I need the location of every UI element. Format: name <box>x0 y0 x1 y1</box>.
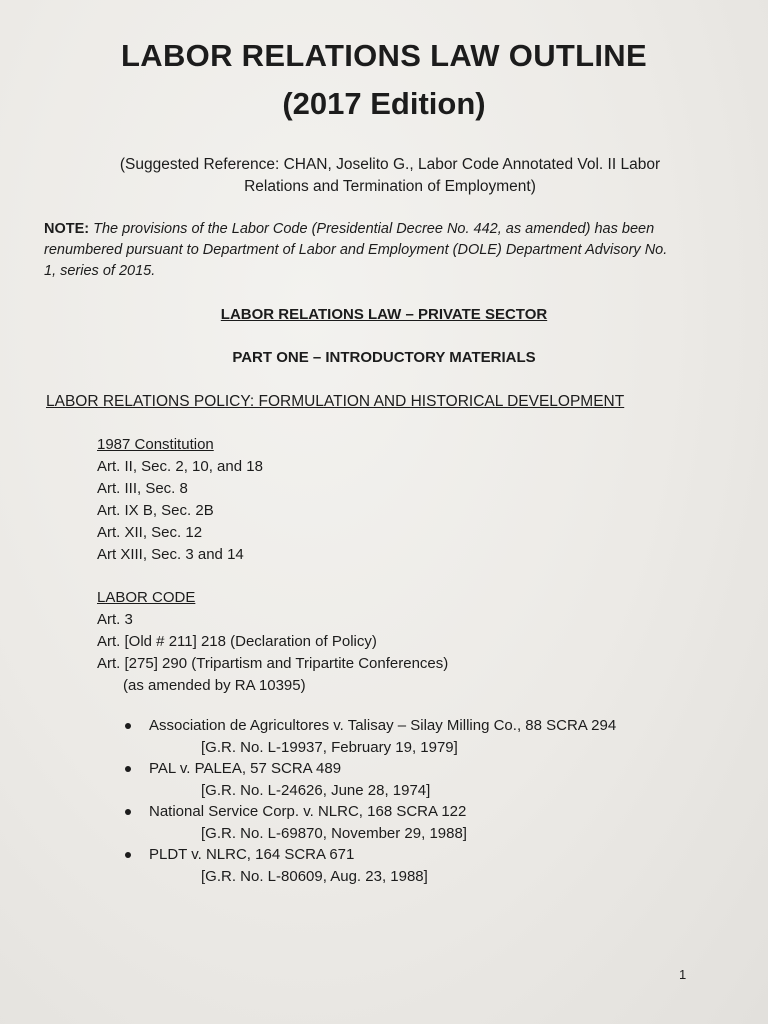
labor-code-title: LABOR CODE <box>97 589 196 606</box>
page-number: 1 <box>679 967 687 982</box>
document-edition: (2017 Edition) <box>282 86 486 121</box>
case-list <box>125 715 616 887</box>
constitution-item: Art. IX B, Sec. 2B <box>97 502 214 519</box>
constitution-title: 1987 Constitution <box>97 436 214 453</box>
case-name: PAL v. PALEA, 57 SCRA 489 <box>149 760 342 777</box>
labor-code-section <box>97 587 448 697</box>
note-line-1 <box>44 219 714 240</box>
amended-note: (as amended by RA 10395) <box>123 677 306 694</box>
labor-code-item: Art. [Old # 211] 218 (Declaration of Policy) <box>97 633 377 650</box>
case-item <box>125 715 616 758</box>
labor-code-item: Art. 3 <box>97 611 133 628</box>
case-citation: [G.R. No. L-24626, June 28, 1974] <box>201 781 431 799</box>
case-name: Association de Agricultores v. Talisay – Silay Milling Co., 88 SCRA 294 <box>149 717 617 734</box>
constitution-item: Art. III, Sec. 8 <box>97 480 188 497</box>
bullet-icon <box>125 766 131 772</box>
constitution-section <box>97 434 263 566</box>
note-label: NOTE: <box>44 221 90 237</box>
part-one-heading: PART ONE – INTRODUCTORY MATERIALS <box>232 349 536 366</box>
suggested-reference <box>60 154 720 198</box>
reference-line-2: Relations and Termination of Employment) <box>244 178 536 195</box>
bullet-icon <box>125 723 131 729</box>
bullet-icon <box>125 809 131 815</box>
document-title: LABOR RELATIONS LAW OUTLINE <box>121 38 647 73</box>
constitution-item: Art. XII, Sec. 12 <box>97 524 203 541</box>
case-item <box>125 758 616 801</box>
case-item <box>125 801 616 844</box>
policy-heading: LABOR RELATIONS POLICY: FORMULATION AND HISTORICAL DEVELOPMENT <box>46 393 625 410</box>
constitution-item: Art XIII, Sec. 3 and 14 <box>97 546 244 563</box>
constitution-item: Art. II, Sec. 2, 10, and 18 <box>97 458 263 475</box>
note-line-2: renumbered pursuant to Department of Labor and Employment (DOLE) Department Advisory No. <box>44 242 668 258</box>
note-paragraph <box>44 219 714 282</box>
case-name: National Service Corp. v. NLRC, 168 SCRA 122 <box>149 803 467 820</box>
bullet-icon <box>125 852 131 858</box>
note-line-3: 1, series of 2015. <box>44 263 156 279</box>
case-citation: [G.R. No. L-69870, November 29, 1988] <box>201 824 467 842</box>
case-citation: [G.R. No. L-19937, February 19, 1979] <box>201 738 458 756</box>
section-heading-private-sector: LABOR RELATIONS LAW – PRIVATE SECTOR <box>220 306 548 323</box>
case-citation: [G.R. No. L-80609, Aug. 23, 1988] <box>201 867 428 885</box>
labor-code-item: Art. [275] 290 (Tripartism and Tripartite Conferences) <box>97 655 449 672</box>
note-text-1: The provisions of the Labor Code (Presidential Decree No. 442, as amended) has been <box>89 221 655 237</box>
case-name: PLDT v. NLRC, 164 SCRA 671 <box>149 846 355 863</box>
reference-line-1: (Suggested Reference: CHAN, Joselito G., Labor Code Annotated Vol. II Labor <box>119 156 661 173</box>
case-item <box>125 844 616 887</box>
